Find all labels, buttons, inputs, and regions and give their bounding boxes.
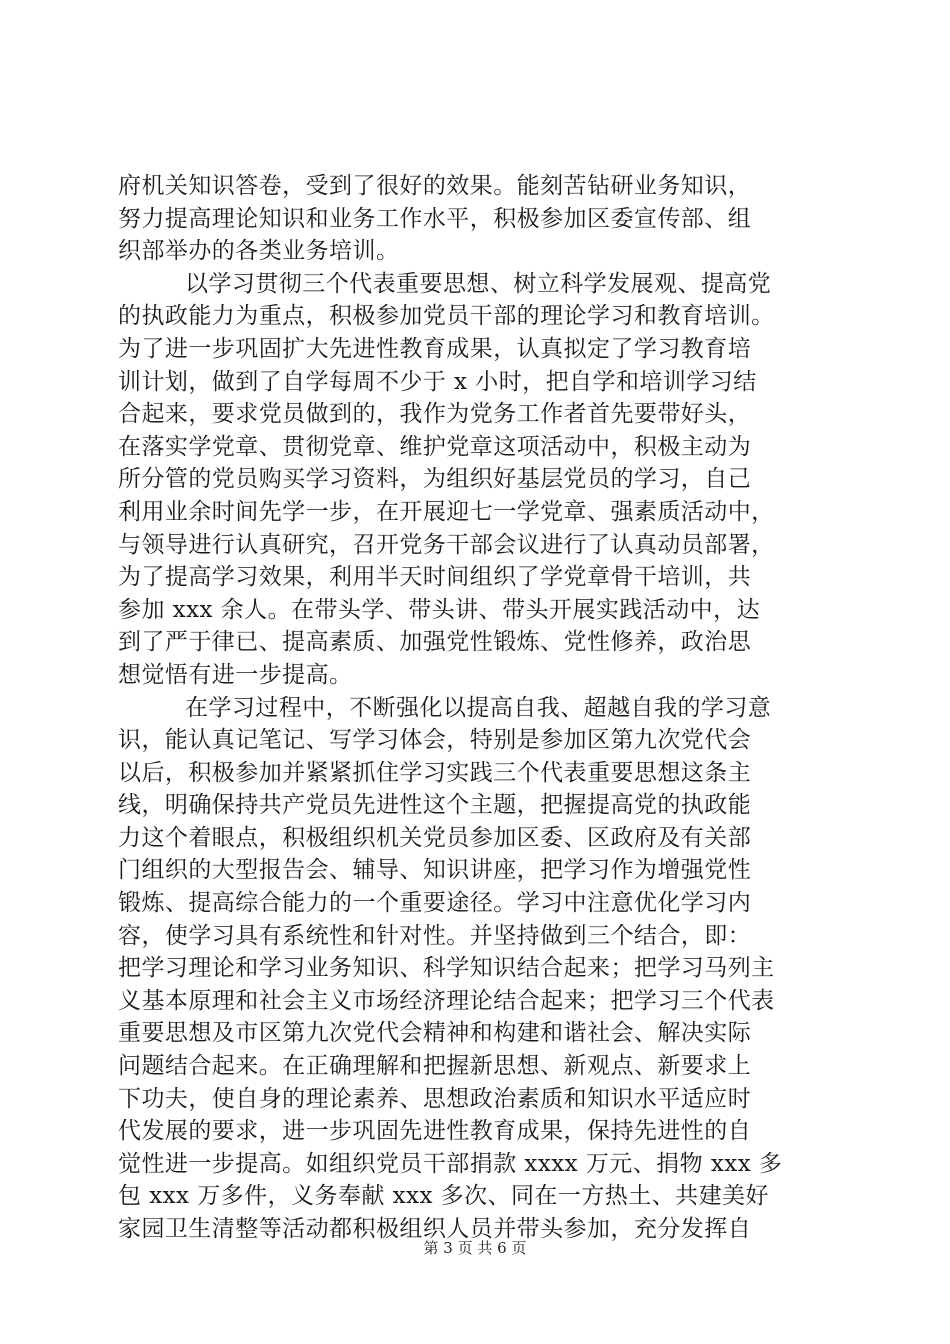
text-line: 容，使学习具有系统性和针对性。并坚持做到三个结合，即：: [118, 922, 752, 949]
text-line: 训计划，做到了自学每周不少于 x 小时，把自学和培训学习结: [118, 368, 757, 395]
paragraph-start-line: 以学习贯彻三个代表重要思想、树立科学发展观、提高党: [185, 270, 772, 297]
text-line: 的执政能力为重点，积极参加党员干部的理论学习和教育培训。: [118, 303, 775, 330]
text-line: 为了提高学习效果，利用半天时间组织了学党章骨干培训，共: [118, 564, 752, 591]
text-line: 把学习理论和学习业务知识、科学知识结合起来；把学习马列主: [118, 955, 775, 982]
document-body: [118, 170, 830, 1246]
text-line: 门组织的大型报告会、辅导、知识讲座，把学习作为增强党性: [118, 857, 752, 884]
text-line: 下功夫，使自身的理论素养、思想政治素质和知识水平适应时: [118, 1085, 752, 1112]
text-line: 府机关知识答卷，受到了很好的效果。能刻苦钻研业务知识，: [118, 173, 752, 199]
text-line: 参加 xxx 余人。在带头学、带头讲、带头开展实践活动中，达: [118, 596, 761, 623]
text-line: 线，明确保持共产党员先进性这个主题，把握提高党的执政能: [118, 792, 752, 819]
page-number-footer: 第 3 页 共 6 页: [423, 1239, 527, 1257]
text-line: 所分管的党员购买学习资料，为组织好基层党员的学习，自己: [118, 466, 752, 493]
text-line: 代发展的要求，进一步巩固先进性教育成果，保持先进性的自: [118, 1118, 752, 1145]
text-line: 到了严于律已、提高素质、加强党性锻炼、党性修养，政治思: [118, 629, 752, 656]
text-line: 问题结合起来。在正确理解和把握新思想、新观点、新要求上: [118, 1053, 752, 1080]
text-line: 锻炼、提高综合能力的一个重要途径。学习中注意优化学习内: [118, 890, 752, 917]
text-line: 重要思想及市区第九次党代会精神和构建和谐社会、解决实际: [118, 1020, 752, 1047]
text-line: 合起来，要求党员做到的，我作为党务工作者首先要带好头，: [118, 401, 752, 428]
text-line: 与领导进行认真研究，召开党务干部会议进行了认真动员部署，: [118, 531, 775, 558]
text-line: 利用业余时间先学一步，在开展迎七一学党章、强素质活动中，: [118, 498, 775, 525]
text-line: 想觉悟有进一步提高。: [118, 661, 353, 688]
text-line: 织部举办的各类业务培训。: [118, 238, 400, 265]
text-line: 觉性进一步提高。如组织党员干部捐款 xxxx 万元、捐物 xxx 多: [118, 1150, 783, 1177]
text-line: 识，能认真记笔记、写学习体会，特别是参加区第九次党代会: [118, 727, 752, 754]
paragraph-start-line: 在学习过程中，不断强化以提高自我、超越自我的学习意: [185, 694, 772, 721]
text-line: 家园卫生清整等活动都积极组织人员并带头参加，充分发挥自: [118, 1216, 752, 1242]
text-line: 努力提高理论知识和业务工作水平，积极参加区委宣传部、组: [118, 205, 752, 232]
text-line: 力这个着眼点，积极组织机关党员参加区委、区政府及有关部: [118, 824, 752, 851]
text-line: 以后，积极参加并紧紧抓住学习实践三个代表重要思想这条主: [118, 759, 752, 786]
text-line: 义基本原理和社会主义市场经济理论结合起来；把学习三个代表: [118, 987, 775, 1014]
text-line: 包 xxx 万多件，义务奉献 xxx 多次、同在一方热土、共建美好: [118, 1183, 769, 1210]
text-line: 为了进一步巩固扩大先进性教育成果，认真拟定了学习教育培: [118, 335, 752, 362]
text-line: 在落实学党章、贯彻党章、维护党章这项活动中，积极主动为: [118, 433, 752, 460]
